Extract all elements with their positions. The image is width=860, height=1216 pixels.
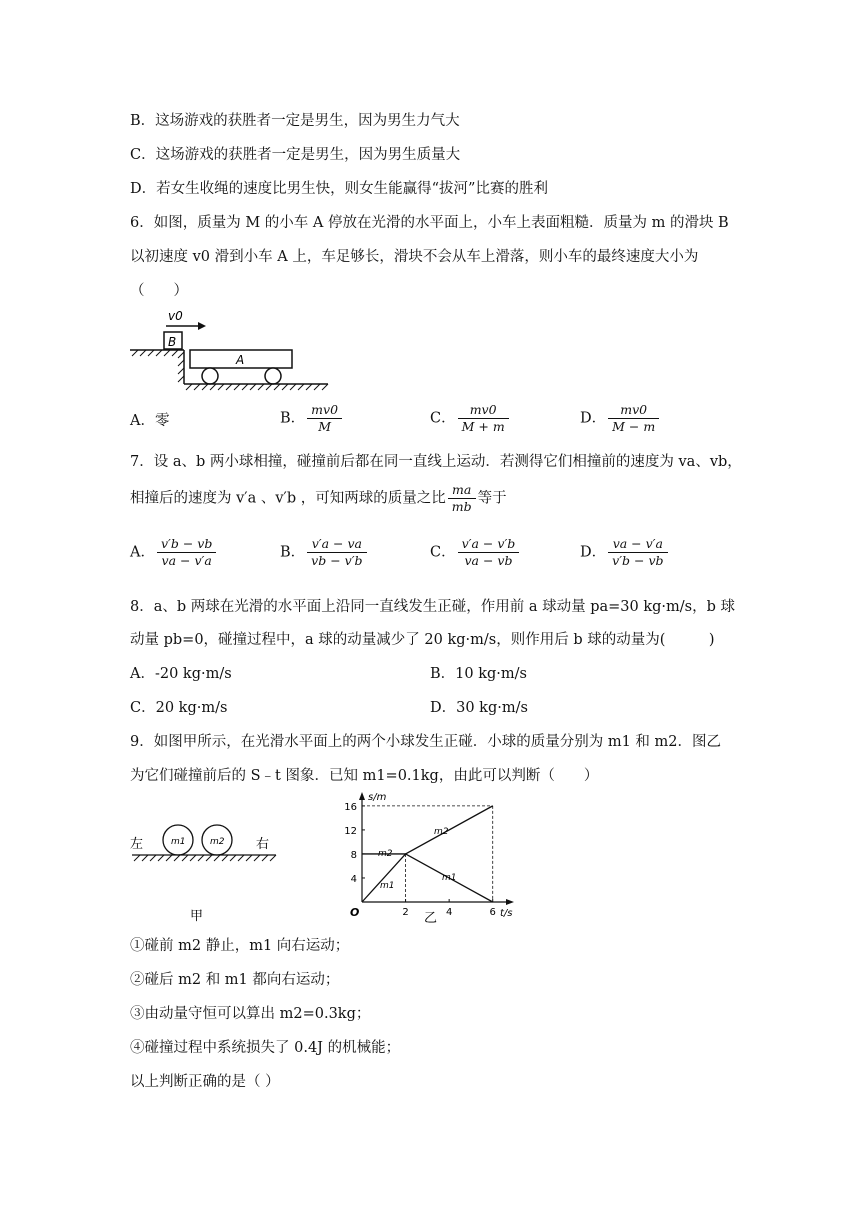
m2-after-label: m2 — [434, 827, 449, 837]
q8-stem-line2: 动量 pb=0，碰撞过程中，a 球的动量减少了 20 kg·m/s，则作用后 b 球的动量为( ) — [130, 632, 715, 648]
q9-statement-4: ④碰撞过程中系统损失了 0.4J 的机械能； — [130, 1040, 401, 1056]
y-tick-label: 12 — [344, 825, 357, 837]
m1-before-label: m1 — [380, 881, 395, 891]
q9-st-chart — [330, 790, 520, 925]
q7-stem-line1: 7．设 a、b 两小球相撞，碰撞前后都在同一直线上运动．若测得它们相撞前的速度为 va、vb， — [130, 454, 742, 470]
q7-option-a: A． $\frac{v'b - vb}{va - v'a}$ — [130, 536, 218, 569]
x-axis-label: t/s — [500, 908, 513, 919]
fig-jia-caption: 甲 — [190, 909, 204, 924]
q6-option-b: B． $\frac{mv0}{M}$ — [280, 402, 344, 435]
series-line-m2 — [362, 806, 493, 854]
y-tick-label: 4 — [350, 873, 357, 885]
q9-stem-line1: 9．如图甲所示，在光滑水平面上的两个小球发生正碰．小球的质量分别为 m1 和 m2．图乙 — [130, 734, 721, 750]
y-tick-label: 16 — [344, 801, 357, 813]
y-axis-arrow — [359, 792, 365, 800]
q9-figure-jia — [126, 818, 286, 928]
q6-answer-bracket: （ ） — [130, 283, 188, 299]
q8-stem-line1: 8．a、b 两球在光滑的水平面上沿同一直线发生正碰，作用前 a 球动量 pa=30 kg·m/s，b 球 — [130, 599, 736, 615]
m1-after-label: m1 — [442, 873, 457, 883]
series-line-m1 — [362, 854, 493, 902]
q9-statement-2: ②碰后 m2 和 m1 都向右运动； — [130, 972, 340, 988]
svg-text:m2: m2 — [210, 837, 225, 847]
svg-text:A: A — [236, 353, 245, 367]
q8-option-d: D．30 kg·m/s — [430, 700, 528, 716]
y-axis-label: s/m — [368, 792, 387, 803]
y-tick-label: 8 — [350, 849, 357, 861]
fig-yi-caption: 乙 — [424, 911, 438, 925]
q6-option-c: C． $\frac{mv0}{M + m}$ — [430, 402, 511, 435]
q9-stem-line2: 为它们碰撞前后的 S﹣t 图象．已知 m1=0.1kg，由此可以判断（ ） — [130, 768, 599, 784]
fig-jia-left-label: 左 — [130, 837, 144, 852]
q5-option-d: D．若女生收绳的速度比男生快，则女生能赢得“拔河”比赛的胜利 — [130, 181, 548, 197]
q6-figure-cart — [126, 306, 336, 398]
origin-label: O — [350, 906, 360, 919]
q7-option-c: C． $\frac{v'a - v'b}{va - vb}$ — [430, 536, 521, 569]
q9-statement-3: ③由动量守恒可以算出 m2=0.3kg； — [130, 1006, 371, 1022]
q5-option-b: B．这场游戏的获胜者一定是男生，因为男生力气大 — [130, 113, 460, 129]
svg-text:m1: m1 — [171, 837, 186, 847]
q8-option-b: B．10 kg·m/s — [430, 666, 527, 682]
x-axis-arrow — [506, 899, 514, 905]
q9-statement-1: ①碰前 m2 静止，m1 向右运动； — [130, 938, 350, 954]
q9-question: 以上判断正确的是（ ） — [130, 1074, 280, 1090]
q7-option-b: B． $\frac{v'a - va}{vb - v'b}$ — [280, 536, 369, 569]
q6-stem-line1: 6．如图，质量为 M 的小车 A 停放在光滑的水平面上，小车上表面粗糙．质量为 m 的滑块 B — [130, 215, 729, 231]
q6-option-d: D． $\frac{mv0}{M - m}$ — [580, 402, 661, 435]
x-tick-label: 2 — [402, 907, 409, 918]
svg-text:B: B — [168, 335, 177, 349]
q8-option-c: C．20 kg·m/s — [130, 700, 228, 716]
q5-option-c: C．这场游戏的获胜者一定是男生，因为男生质量大 — [130, 147, 461, 163]
q6-stem-line2: 以初速度 v0 滑到小车 A 上，车足够长，滑块不会从车上滑落，则小车的最终速度大小为 — [130, 249, 699, 265]
q7-stem-line2: 相撞后的速度为 v′a 、v′b ，可知两球的质量之比 $\frac{ma}{mb}$ 等于 — [130, 482, 507, 514]
q7-option-d: D． $\frac{va - v'a}{v'b - vb}$ — [580, 536, 670, 569]
fig-jia-right-label: 右 — [256, 837, 270, 852]
q6-option-a: A．零 — [130, 413, 170, 429]
q6-fig-v0-label: v0 — [168, 309, 183, 323]
x-tick-label: 6 — [489, 907, 496, 918]
x-tick-label: 4 — [445, 907, 453, 918]
m2-before-label: m2 — [378, 849, 393, 859]
q8-option-a: A．-20 kg·m/s — [130, 666, 232, 682]
